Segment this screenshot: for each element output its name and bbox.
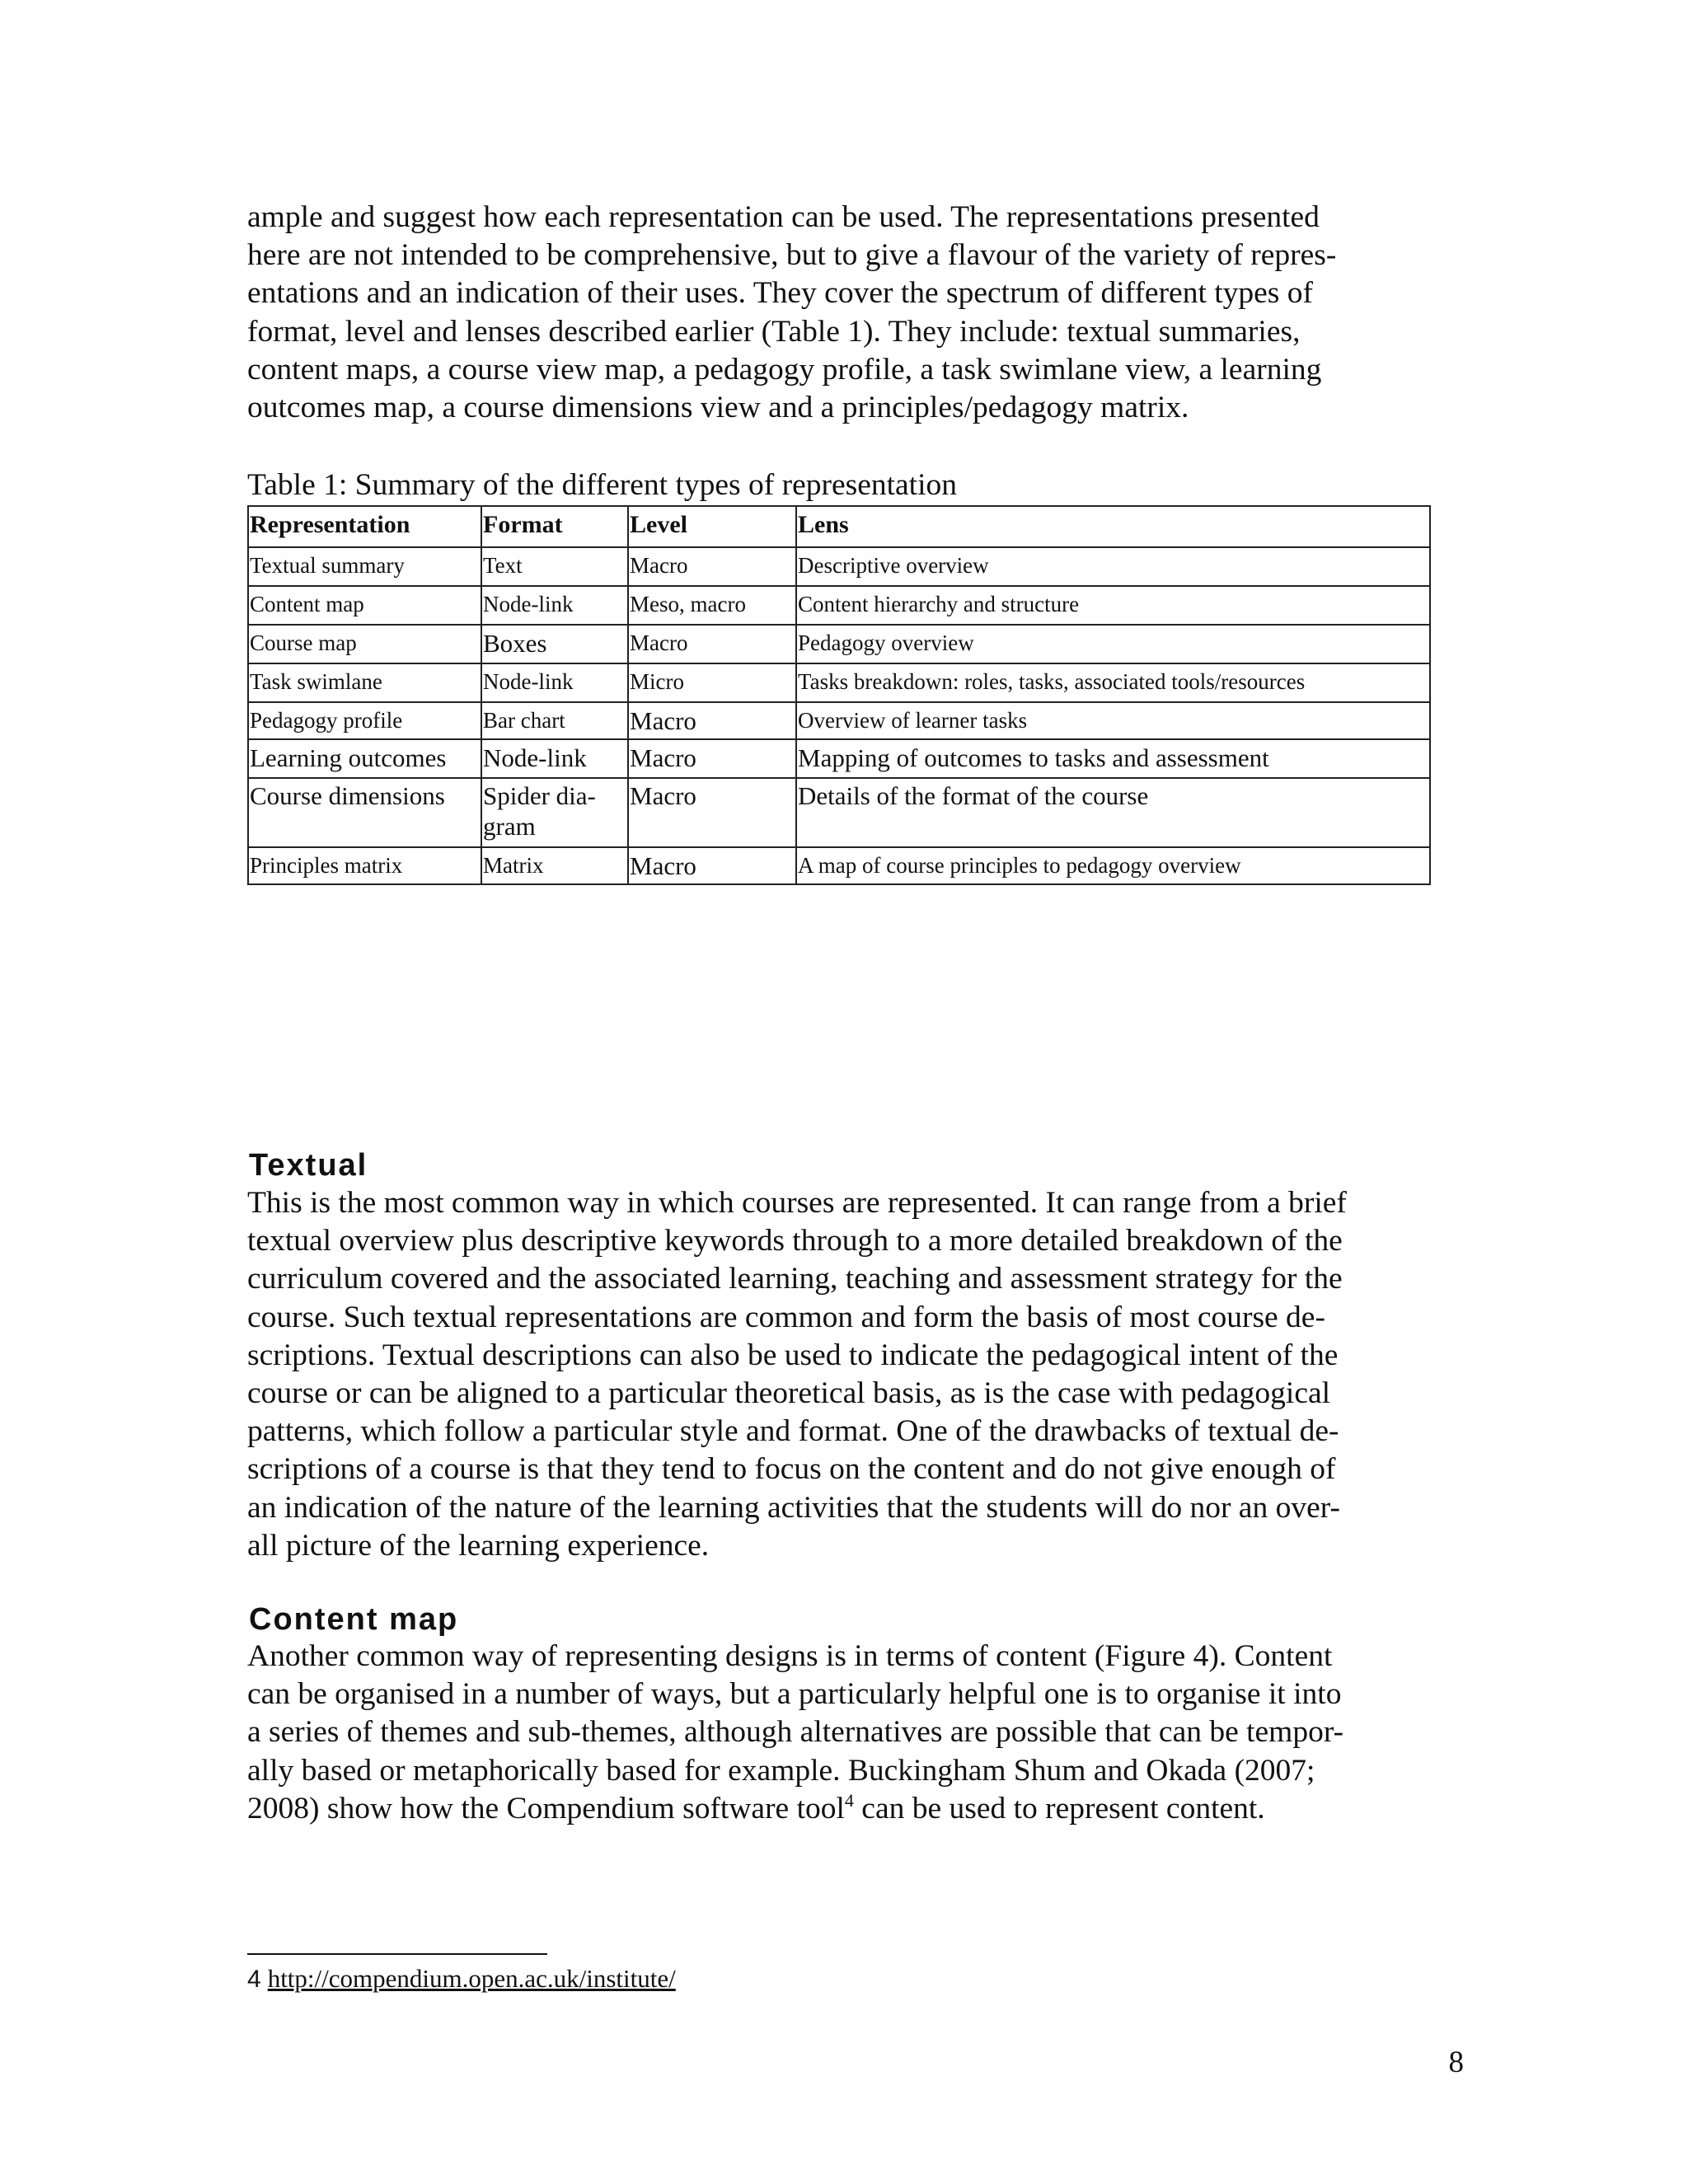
- table-cell: Pedagogy overview: [796, 625, 1430, 663]
- column-header-representation: Representation: [248, 506, 481, 547]
- footnote: [247, 1962, 676, 1996]
- column-header-format: Format: [481, 506, 628, 547]
- table-header-row: [248, 506, 1430, 547]
- text-line: here are not intended to be comprehensive, but to give a flavour of the variety of repres-: [247, 238, 1337, 273]
- table-cell: Textual summary: [248, 547, 481, 586]
- table-row: [248, 739, 1430, 778]
- text-line: course or can be aligned to a particular theoretical basis, as is the case with pedagogical: [247, 1376, 1331, 1411]
- footnote-reference[interactable]: 4: [844, 1789, 854, 1811]
- text-line: a series of themes and sub-themes, although alternatives are possible that can be tempor-: [247, 1715, 1344, 1750]
- table-cell: Node-link: [481, 586, 628, 625]
- table-row: [248, 586, 1430, 625]
- cell-line: Spider dia-: [483, 781, 596, 810]
- page-number: 8: [1448, 2046, 1464, 2079]
- table-cell: Pedagogy profile: [248, 702, 481, 739]
- table-cell: Mapping of outcomes to tasks and assessment: [796, 739, 1430, 778]
- table-cell: Micro: [628, 663, 796, 702]
- table-cell: Descriptive overview: [796, 547, 1430, 586]
- table-cell: Node-link: [481, 663, 628, 702]
- table-cell: Task swimlane: [248, 663, 481, 702]
- text-line: course. Such textual representations are common and form the basis of most course de-: [247, 1300, 1325, 1334]
- text-line: This is the most common way in which courses are represented. It can range from a brief: [247, 1186, 1347, 1220]
- table-cell: Course dimensions: [248, 778, 481, 847]
- text-line: Another common way of representing designs is in terms of content (Figure 4). Content: [247, 1639, 1333, 1673]
- table-cell: Principles matrix: [248, 847, 481, 884]
- text-line: ally based or metaphorically based for example. Buckingham Shum and Okada (2007;: [247, 1753, 1315, 1788]
- table-cell: Macro: [628, 547, 796, 586]
- table-row: [248, 702, 1430, 739]
- table-cell: Meso, macro: [628, 586, 796, 625]
- table-cell: Tasks breakdown: roles, tasks, associated tools/resources: [796, 663, 1430, 702]
- table-cell: Macro: [628, 739, 796, 778]
- text-line: an indication of the nature of the learning activities that the students will do nor an over-: [247, 1490, 1340, 1525]
- text-fragment: 2008) show how the Compendium software tool: [247, 1791, 845, 1825]
- cell-line: gram: [483, 812, 536, 841]
- text-line: curriculum covered and the associated learning, teaching and assessment strategy for the: [247, 1262, 1343, 1296]
- footnote-link[interactable]: http://compendium.open.ac.uk/institute/: [267, 1964, 676, 1993]
- text-line: scriptions of a course is that they tend to focus on the content and do not give enough of: [247, 1452, 1336, 1487]
- table-cell: Content hierarchy and structure: [796, 586, 1430, 625]
- textual-paragraph: [247, 1184, 1426, 1565]
- text-line: content maps, a course view map, a pedagogy profile, a task swimlane view, a learning: [247, 352, 1322, 387]
- table-cell: Details of the format of the course: [796, 778, 1430, 847]
- table-cell: Macro: [628, 847, 796, 884]
- text-line: can be organised in a number of ways, but a particularly helpful one is to organise it into: [247, 1677, 1342, 1712]
- table-cell: Node-link: [481, 739, 628, 778]
- table-caption: Table 1: Summary of the different types of representation: [247, 468, 957, 502]
- text-line: format, level and lenses described earlier (Table 1). They include: textual summaries,: [247, 314, 1301, 349]
- text-line: entations and an indication of their uses. They cover the spectrum of different types of: [247, 276, 1314, 311]
- text-line: all picture of the learning experience.: [247, 1528, 710, 1563]
- table-cell: Text: [481, 547, 628, 586]
- table-row: [248, 847, 1430, 884]
- table-row: [248, 625, 1430, 663]
- table-cell: Macro: [628, 702, 796, 739]
- content-map-paragraph: [247, 1638, 1426, 1828]
- table-cell: [481, 778, 628, 847]
- section-heading-textual: Textual: [249, 1148, 368, 1183]
- table-row: [248, 778, 1430, 847]
- table-cell: Boxes: [481, 625, 628, 663]
- table-cell: Bar chart: [481, 702, 628, 739]
- table-cell: Matrix: [481, 847, 628, 884]
- table-cell: Macro: [628, 625, 796, 663]
- representation-summary-table: [247, 505, 1431, 885]
- table-row: [248, 663, 1430, 702]
- table-cell: A map of course principles to pedagogy overview: [796, 847, 1430, 884]
- text-line: outcomes map, a course dimensions view and a principles/pedagogy matrix.: [247, 391, 1189, 425]
- column-header-level: Level: [628, 506, 796, 547]
- table-cell: Overview of learner tasks: [796, 702, 1430, 739]
- table-cell: Macro: [628, 778, 796, 847]
- section-heading-content-map: Content map: [249, 1602, 459, 1637]
- text-line: scriptions. Textual descriptions can also be used to indicate the pedagogical intent of the: [247, 1338, 1339, 1372]
- text-line: textual overview plus descriptive keywords through to a more detailed breakdown of the: [247, 1224, 1343, 1258]
- text-line: ample and suggest how each representation can be used. The representations presented: [247, 200, 1320, 234]
- intro-paragraph: [247, 199, 1426, 427]
- footnote-number: 4: [247, 1966, 261, 1993]
- column-header-lens: Lens: [796, 506, 1430, 547]
- text-fragment: can be used to represent content.: [853, 1791, 1265, 1825]
- footnote-separator: [247, 1953, 547, 1955]
- table-cell: Content map: [248, 586, 481, 625]
- text-line: patterns, which follow a particular style and format. One of the drawbacks of textual de-: [247, 1414, 1339, 1449]
- table-row: [248, 547, 1430, 586]
- table-cell: Learning outcomes: [248, 739, 481, 778]
- text-line: [247, 1790, 1426, 1828]
- table-cell: Course map: [248, 625, 481, 663]
